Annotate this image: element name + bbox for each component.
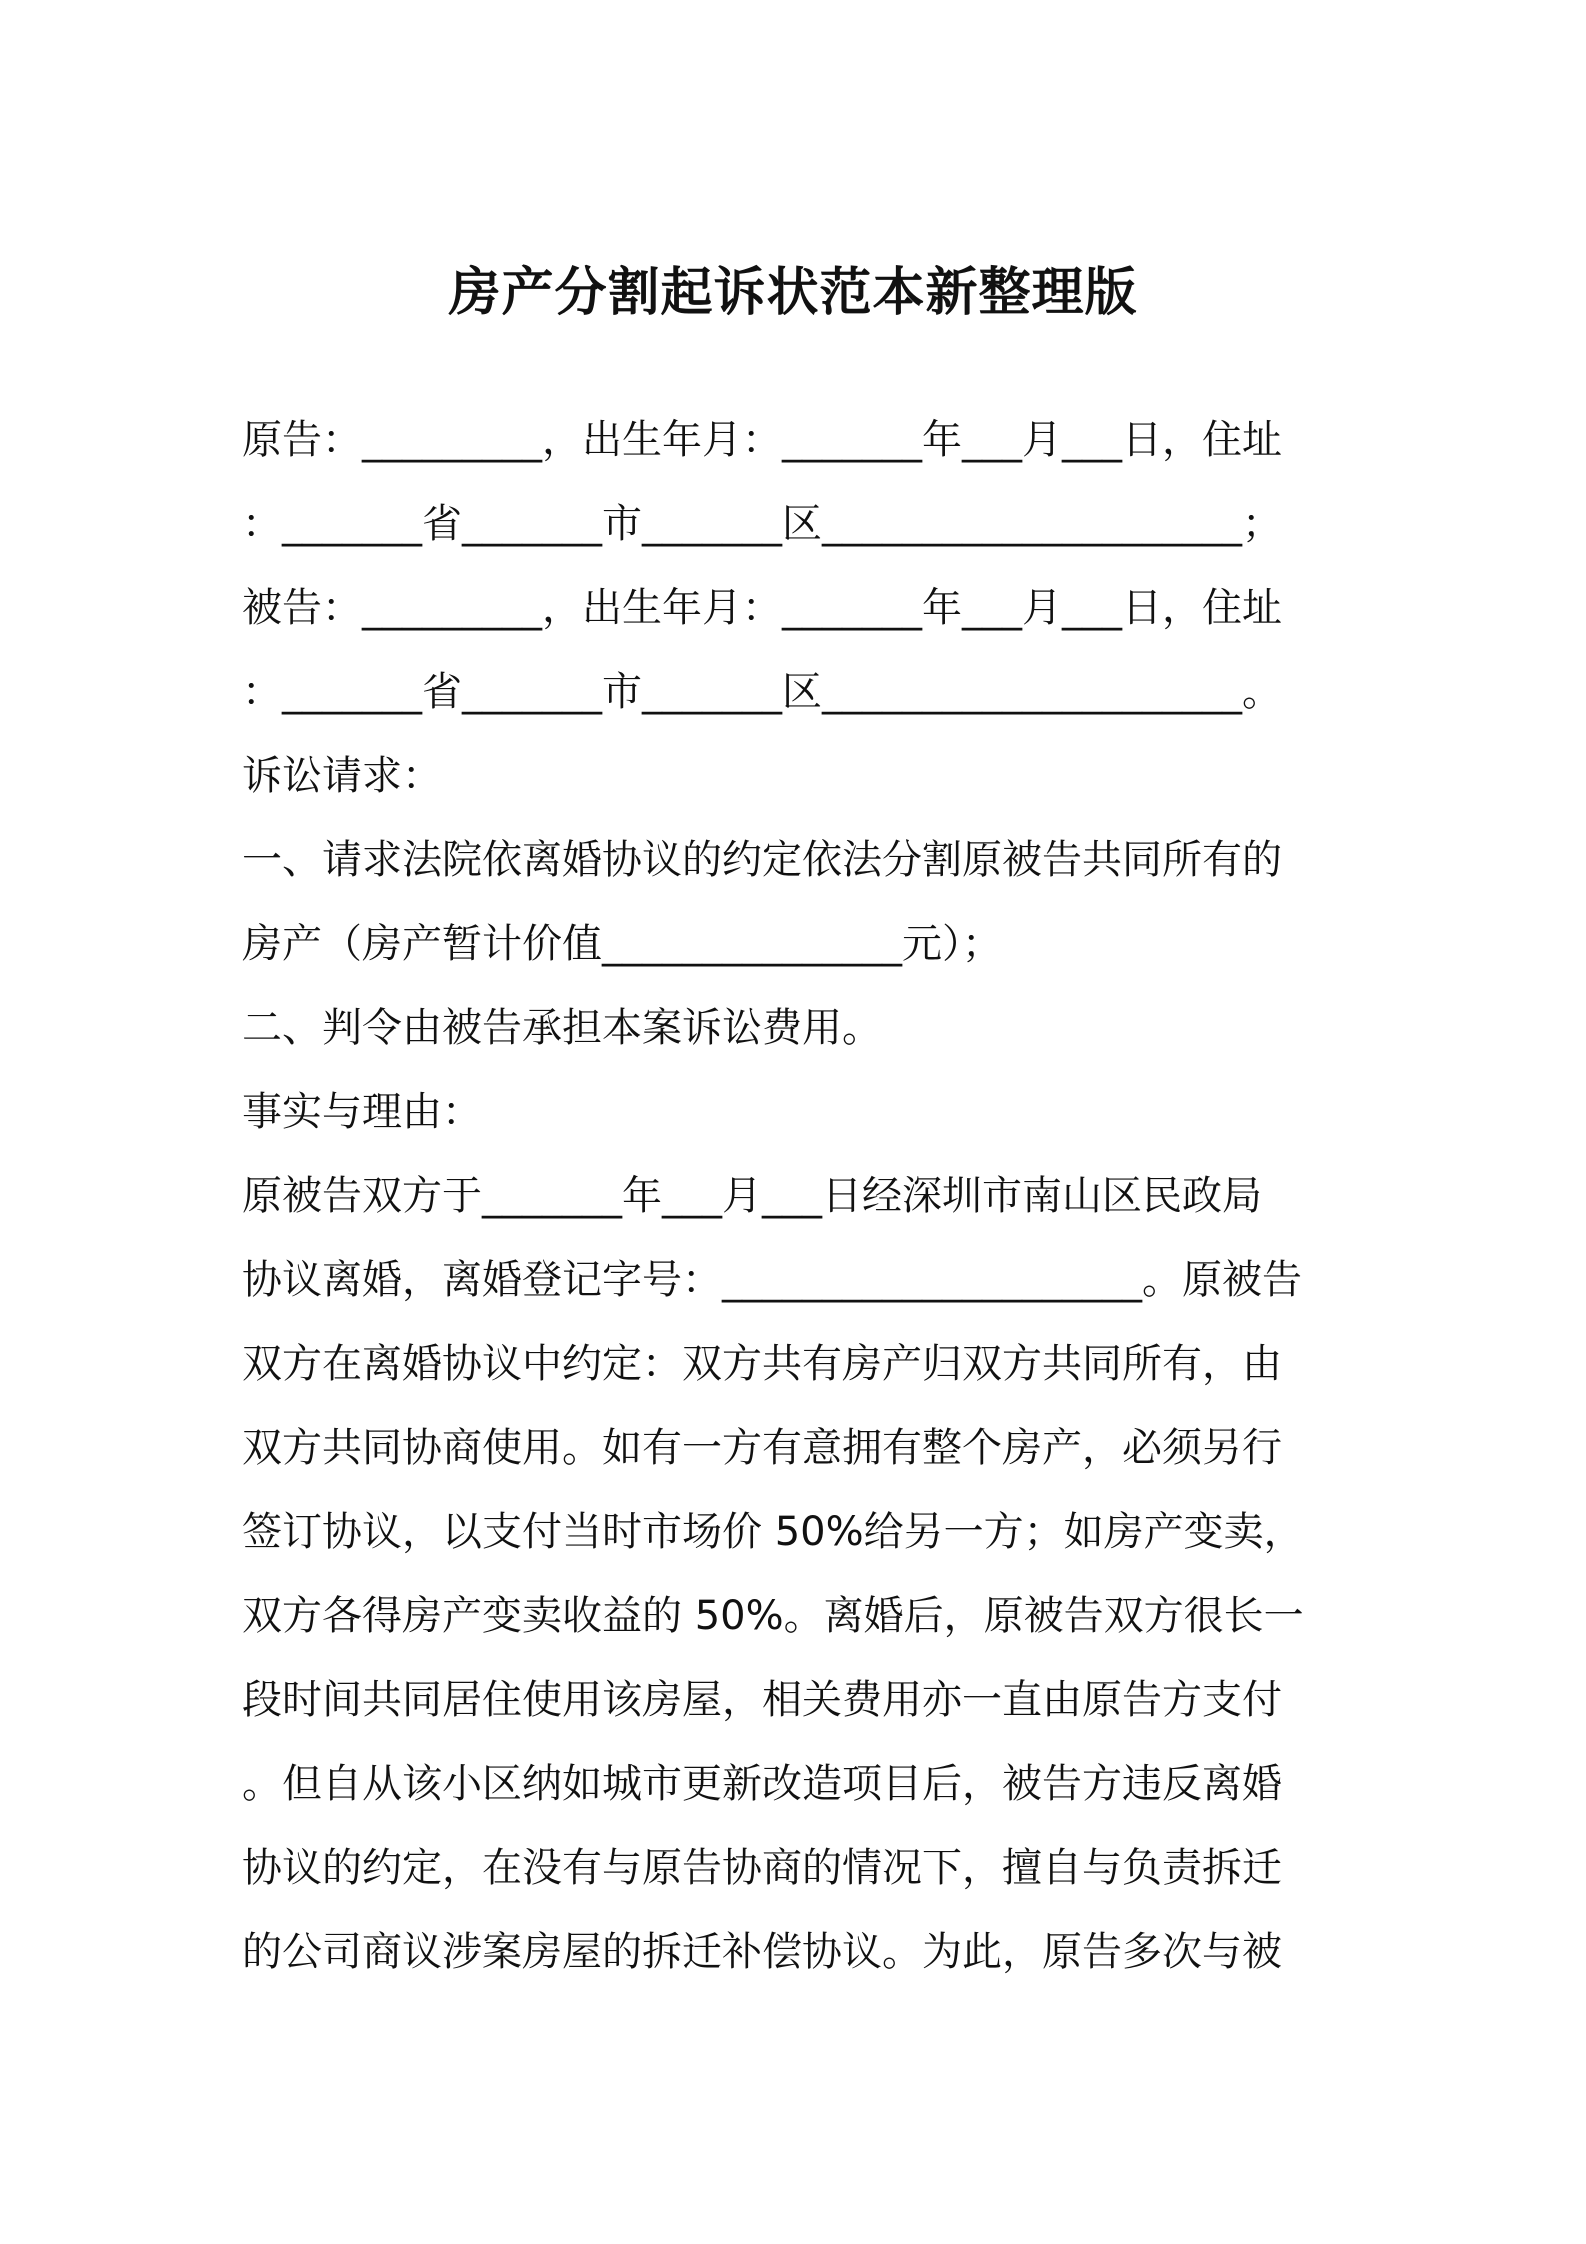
facts-paragraph-line: 签订协议，以支付当时市场价 50%给另一方；如房产变卖， — [242, 1509, 1304, 1555]
plaintiff-line: 原告：_________，出生年月：_______年___月___日，住址 — [242, 417, 1282, 463]
claim-one-line: 一、请求法院依离婚协议的约定依法分割原被告共同所有的 — [242, 837, 1282, 883]
document-body — [242, 398, 1352, 1994]
plaintiff-address-line: ：_______省_______市_______区_____________________； — [242, 501, 1282, 547]
claims-heading: 诉讼请求： — [242, 753, 442, 799]
defendant-address-line: ：_______省_______市_______区_____________________。 — [242, 669, 1282, 715]
facts-paragraph-line: 协议离婚，离婚登记字号：_____________________。原被告 — [242, 1257, 1302, 1303]
facts-paragraph-line: 。但自从该小区纳如城市更新改造项目后，被告方违反离婚 — [242, 1761, 1282, 1807]
facts-paragraph-line: 段时间共同居住使用该房屋，相关费用亦一直由原告方支付 — [242, 1677, 1282, 1723]
claim-one-continuation: 房产（房产暂计价值_______________元）； — [242, 921, 1002, 967]
facts-paragraph-line: 双方在离婚协议中约定：双方共有房产归双方共同所有，由 — [242, 1341, 1282, 1387]
facts-paragraph-line: 协议的约定，在没有与原告协商的情况下，擅自与负责拆迁 — [242, 1845, 1282, 1891]
defendant-line: 被告：_________，出生年月：_______年___月___日，住址 — [242, 585, 1282, 631]
claim-two-line: 二、判令由被告承担本案诉讼费用。 — [242, 1005, 882, 1051]
document-title: 房产分割起诉状范本新整理版 — [448, 263, 1138, 323]
facts-paragraph-line: 的公司商议涉案房屋的拆迁补偿协议。为此，原告多次与被 — [242, 1929, 1282, 1975]
facts-paragraph-line: 双方各得房产变卖收益的 50%。离婚后，原被告双方很长一 — [242, 1593, 1304, 1639]
facts-paragraph-line: 原被告双方于_______年___月___日经深圳市南山区民政局 — [242, 1173, 1262, 1219]
facts-paragraph-line: 双方共同协商使用。如有一方有意拥有整个房产，必须另行 — [242, 1425, 1282, 1471]
facts-heading: 事实与理由： — [242, 1089, 482, 1135]
